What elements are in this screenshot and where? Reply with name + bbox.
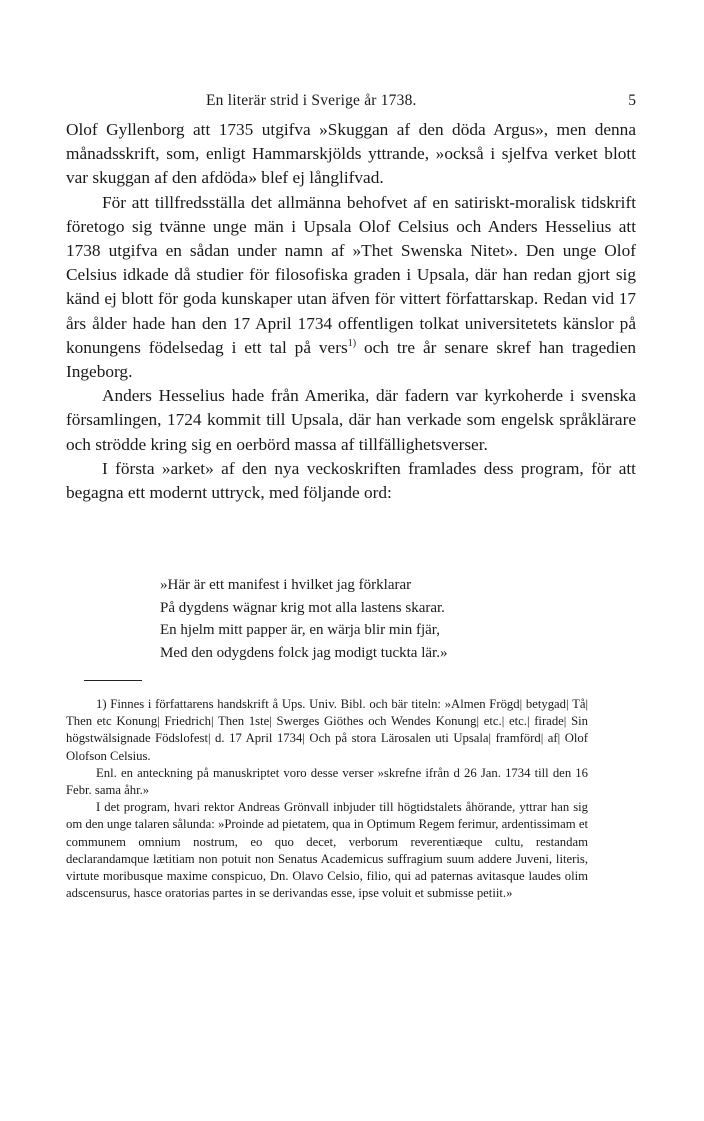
footnotes — [66, 696, 588, 902]
paragraph-2-text: För att tillfredsställa det allmänna behofvet af en satiriskt-moralisk tidskrift företogo sig tvänne unge män i Upsala Olof Celsius och Anders Hesselius att 1738 utgifva en sådan under namn af »Thet Swenska Nitet». Den unge Olof Celsius idkade då studier för filosofiska graden i Upsala, där han redan gjort sig känd ej blott för goda kunskaper utan äfven för vittert författarskap. Redan vid 17 års ålder hade han den 17 April 1734 offentligen tolkat universitetets känslor på konungens födelsedag i ett tal på vers — [66, 192, 636, 357]
verse-line: Med den odygdens folck jag modigt tuckta lär.» — [160, 644, 448, 661]
footnote-program-quote: I det program, hvari rektor Andreas Grönvall inbjuder till högtidstalets åhörande, yttrar han sig om den unge talaren sålunda: »Proinde ad pietatem, qua in Optimum Regem ferimur, ardentissimam et communem omnium nostrum, eo quo decet, verborum reverentiæque cultu, restandam declarandamque lætitiam non potuit non Senatus Academicus suffragium suum addere Juveni, literis, virtute moribusque maxime conspicuo, Dn. Olavo Celsio, filio, qui ad paternas avitasque laudes olim adscensurus, hasce oratorias partes in se derivandas esse, ipse voluit et submisse petiit.» — [66, 800, 588, 901]
running-title: En literär strid i Sverige år 1738. — [206, 92, 417, 109]
footnote-divider — [84, 680, 142, 681]
verse-line: På dygdens wägnar krig mot alla lastens skarar. — [160, 599, 445, 616]
paragraph-4: I första »arket» af den nya veckoskriften framlades dess program, för att begagna ett modernt uttryck, med följande ord: — [66, 458, 636, 503]
footnote-reference: 1) — [347, 338, 357, 350]
paragraph-1: Olof Gyllenborg att 1735 utgifva »Skuggan af den döda Argus», men denna månadsskrift, som, enligt Hammarskjölds yttrande, »också i sjelfva verket blott var skuggan af den afdöda» blef ej långlifvad. — [66, 120, 636, 188]
paragraph-2 — [66, 191, 636, 385]
main-text — [66, 118, 636, 505]
footnote-1: 1) Finnes i författarens handskrift å Ups. Univ. Bibl. och bär titeln: »Almen Frögd| betygad| Tå| Then etc Konung| Friedrich| Then 1ste| Swerges Giöthes och Wendes Konung| etc.| etc.| firade| Sin högstwälsignade Födslofest| d. 17 April 1734| Och på stora Lärosalen uti Upsala| framförd| af| Olof Olofson Celsius. — [66, 697, 588, 763]
verse-quotation — [160, 574, 520, 664]
paragraph-2-tail: och tre år senare skref han tragedien Ingeborg. — [66, 337, 637, 382]
page-number: 5 — [628, 92, 636, 109]
paragraph-3: Anders Hesselius hade från Amerika, där fadern var kyrkoherde i svenska församlingen, 1724 kommit till Upsala, där han verkade som engelsk språklärare och strödde kring sig en oerbörd massa af tillfällighetsverser. — [66, 386, 636, 454]
running-header — [66, 92, 636, 114]
verse-line: »Här är ett manifest i hvilket jag förklarar — [160, 577, 412, 593]
verse-line: En hjelm mitt papper är, en wärja blir min fjär, — [160, 622, 440, 638]
footnote-annotation: Enl. en anteckning på manuskriptet voro desse verser »skrefne ifrån d 26 Jan. 1734 till den 16 Febr. sama åhr.» — [66, 765, 588, 798]
